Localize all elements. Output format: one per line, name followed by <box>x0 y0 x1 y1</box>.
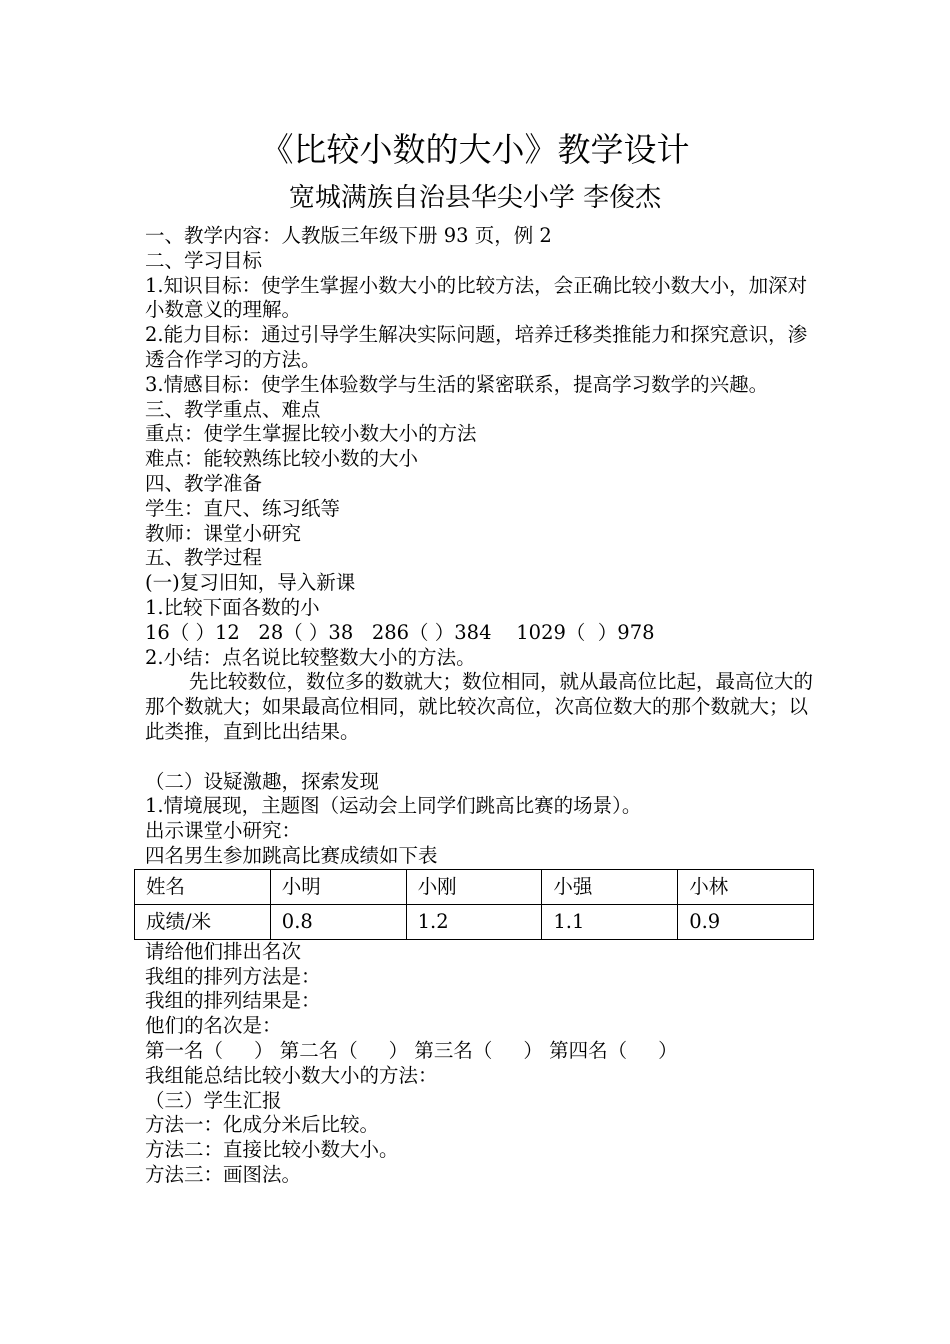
section-heading: 三、教学重点、难点 <box>145 397 321 421</box>
table-cell: 小强 <box>542 869 678 904</box>
table-cell: 成绩/米 <box>135 904 271 939</box>
table-cell: 1.1 <box>542 904 678 939</box>
paragraph: 1.比较下面各数的小 <box>145 595 320 619</box>
paragraph: 1.知识目标：使学生掌握小数大小的比较方法，会正确比较小数大小，加深对小数意义的理解。 <box>145 273 808 322</box>
paragraph: 2.小结：点名说比较整数大小的方法。 <box>145 645 476 669</box>
table-cell: 0.8 <box>270 904 406 939</box>
paragraph: 我组的排列结果是： <box>145 989 321 1013</box>
subsection-heading: (一)复习旧知，导入新课 <box>145 571 356 595</box>
table-header-row <box>135 869 814 904</box>
section-heading: 五、教学过程 <box>145 546 263 570</box>
paragraph: 难点：能较熟练比较小数的大小 <box>145 447 419 471</box>
exercise-line: 16（ ）12 28（ ）38 286（ ）384 1029（ ）978 <box>145 620 655 644</box>
paragraph: 我组的排列方法是： <box>145 964 321 988</box>
paragraph: 教师：课堂小研究 <box>145 521 302 545</box>
paragraph: 1.情境展现，主题图（运动会上同学们跳高比赛的场景）。 <box>145 794 642 818</box>
blank-line <box>145 745 815 770</box>
paragraph: 学生：直尺、练习纸等 <box>145 496 341 520</box>
subsection-heading: （三）学生汇报 <box>145 1088 282 1112</box>
ranking-line: 第一名（ ） 第二名（ ） 第三名（ ） 第四名（ ） <box>145 1038 678 1062</box>
paragraph: 方法三：画图法。 <box>145 1162 302 1186</box>
document-body <box>145 224 815 1188</box>
paragraph: 方法一：化成分米后比较。 <box>145 1113 380 1137</box>
paragraph: 3.情感目标：使学生体验数学与生活的紧密联系，提高学习数学的兴趣。 <box>145 372 769 396</box>
paragraph: 出示课堂小研究： <box>145 819 302 843</box>
paragraph: 重点：使学生掌握比较小数大小的方法 <box>145 422 477 446</box>
table-cell: 0.9 <box>678 904 814 939</box>
section-heading: 二、学习目标 <box>145 248 263 272</box>
score-table <box>134 869 814 940</box>
paragraph: 先比较数位，数位多的数就大；数位相同，就从最高位比起，最高位大的那个数就大；如果最高位相同，就比较次高位，次高位数大的那个数就大；以此类推，直到比出结果。 <box>145 670 814 743</box>
subsection-heading: （二）设疑激趣，探索发现 <box>145 769 380 793</box>
table-cell: 小刚 <box>406 869 542 904</box>
table-cell: 姓名 <box>135 869 271 904</box>
section-heading: 一、教学内容：人教版三年级下册 93 页，例 2 <box>145 224 552 247</box>
table-row <box>135 904 814 939</box>
paragraph: 我组能总结比较小数大小的方法： <box>145 1063 438 1087</box>
paragraph: 请给他们排出名次 <box>145 939 302 963</box>
paragraph: 他们的名次是： <box>145 1014 282 1038</box>
table-cell: 1.2 <box>406 904 542 939</box>
document-subtitle: 宽城满族自治县华尖小学 李俊杰 <box>288 183 662 213</box>
paragraph: 四名男生参加跳高比赛成绩如下表 <box>145 843 438 867</box>
paragraph: 2.能力目标：通过引导学生解决实际问题，培养迁移类推能力和探究意识，渗透合作学习的方法。 <box>145 323 808 371</box>
document-title: 《比较小数的大小》教学设计 <box>260 130 690 169</box>
table-cell: 小林 <box>678 869 814 904</box>
table-cell: 小明 <box>270 869 406 904</box>
paragraph: 方法二：直接比较小数大小。 <box>145 1138 399 1162</box>
section-heading: 四、教学准备 <box>145 471 263 495</box>
